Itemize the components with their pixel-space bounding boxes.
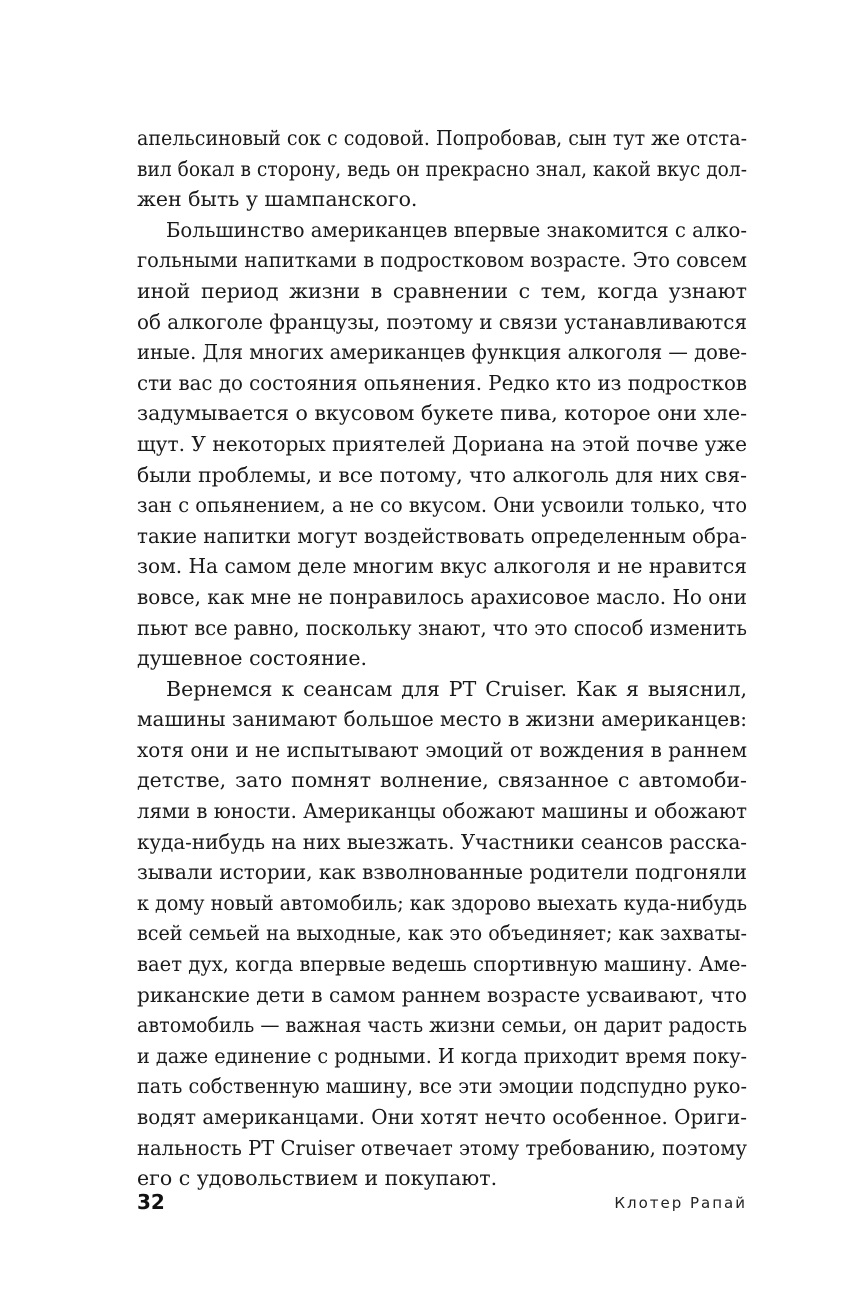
text-line: гольными напитками в подростковом возрасте. Это совсем [137,248,747,273]
text-line: всей семьей на выходные, как это объединяет; как захваты- [137,921,747,946]
paragraph-first-line: Вернемся к сеансам для PT Cruiser. Как я выяснил, [166,676,747,701]
text-line: вает дух, когда впервые ведешь спортивную машину. Аме- [137,952,747,977]
text-line: такие напитки могут воздействовать определенным обра- [137,523,747,548]
text-line: иной период жизни в сравнении с тем, когда узнают [137,278,747,303]
text-line: куда-нибудь на них выезжать. Участники сеансов расска- [137,829,747,854]
text-line: об алкоголе французы, поэтому и связи устанавливаются [137,309,747,334]
text-line: зан с опьянением, а не со вкусом. Они усвоили только, что [137,493,747,518]
text-line: хотя они и не испытывают эмоций от вождения в раннем [137,737,747,762]
text-line: детстве, зато помнят волнение, связанное с автомоби- [137,768,747,793]
text-line: зом. На самом деле многим вкус алкоголя и не нравится [137,554,747,579]
text-line: иные. Для многих американцев функция алкоголя — дове- [137,340,747,365]
text-line: сти вас до состояния опьянения. Редко кто из подростков [137,370,747,395]
text-line: нальность PT Cruiser отвечает этому требованию, поэтому [137,1135,747,1160]
text-line: машины занимают большое место в жизни американцев: [137,707,747,732]
text-line: пать собственную машину, все эти эмоции подспудно руко- [137,1074,747,1099]
paragraph-first-line: Большинство американцев впервые знакомится с алко- [166,217,747,242]
text-line: к дому новый автомобиль; как здорово выехать куда-нибудь [137,890,747,915]
text-line: лями в юности. Американцы обожают машины и обожают [137,799,747,824]
text-line: водят американцами. Они хотят нечто особенное. Ориги- [137,1105,747,1129]
running-head-author: Клотер Рапай [614,1194,747,1212]
text-line: пьют все равно, поскольку знают, что это способ изменить [137,615,747,640]
text-line: были проблемы, и все потому, что алкоголь для них свя- [137,462,747,487]
text-line: душевное состояние. [137,646,367,671]
text-line: вовсе, как мне не понравилось арахисовое масло. Но они [137,584,747,609]
text-line: задумывается о вкусовом букете пива, которое они хле- [137,401,747,426]
text-line: его с удовольствием и покупают. [137,1166,498,1191]
text-line: щут. У некоторых приятелей Дориана на этой почве уже [137,431,747,456]
text-line: вил бокал в сторону, ведь он прекрасно знал, какой вкус дол- [137,156,747,181]
page-footer [137,1190,747,1220]
text-line: апельсиновый сок с содовой. Попробовав, сын тут же отста- [137,126,747,150]
text-line: и даже единение с родными. И когда приходит время поку- [137,1043,747,1068]
body-text [137,123,747,1194]
text-line: автомобиль — важная часть жизни семьи, он дарит радость [137,1013,747,1038]
text-line: риканские дети в самом раннем возрасте усваивают, что [137,982,747,1007]
page-number: 32 [137,1190,165,1214]
text-line: зывали истории, как взволнованные родители подгоняли [137,860,747,885]
text-line: жен быть у шампанского. [137,187,418,212]
